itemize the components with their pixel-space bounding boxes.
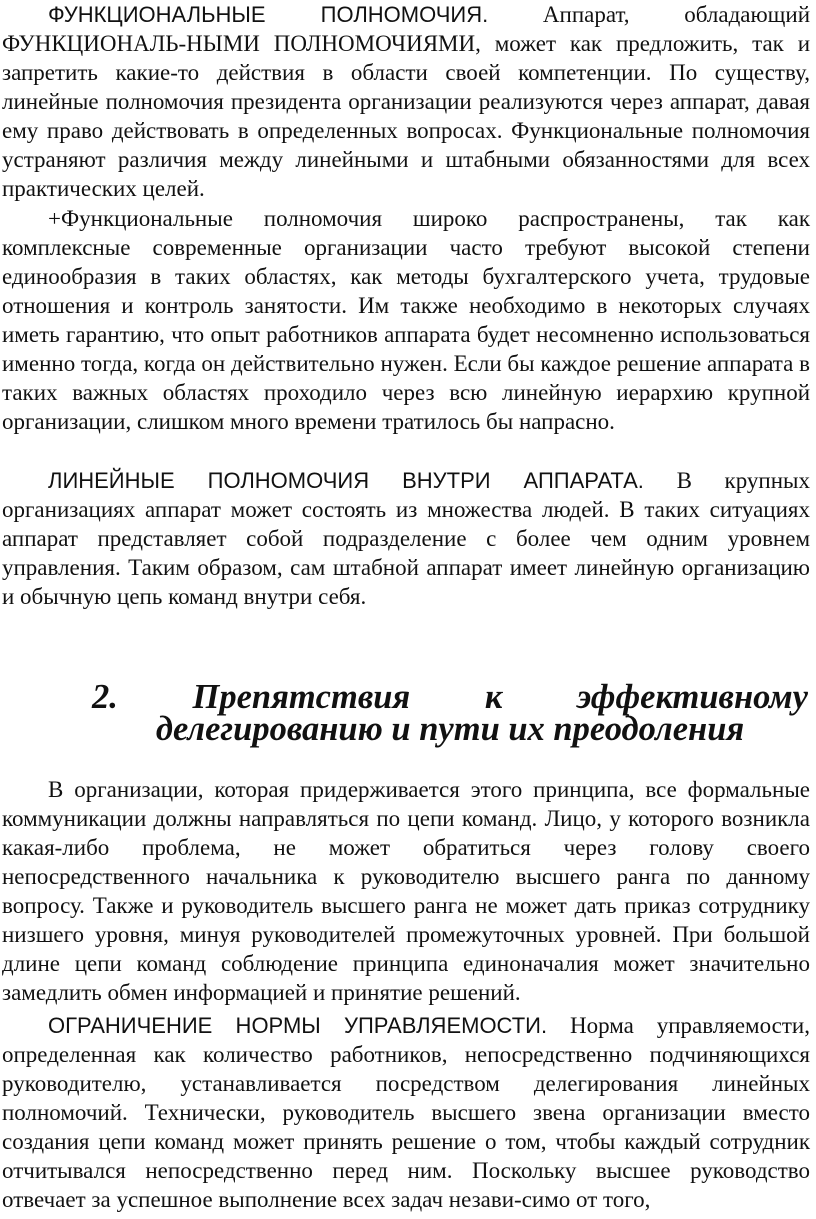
paragraph-lead: ФУНКЦИОНАЛЬНЫЕ ПОЛНОМОЧИЯ.: [48, 2, 489, 27]
paragraph-lead: ЛИНЕЙНЫЕ ПОЛНОМОЧИЯ ВНУТРИ АППАРАТА.: [48, 468, 644, 493]
paragraph-functional-authority: [0, 0, 816, 203]
paragraph-line-authority-in-staff: [0, 466, 816, 611]
section-heading: 2. Препятствия к эффективному делегированию и пути их преодоления: [92, 678, 808, 748]
paragraph-text: Норма управляемости, определенная как количество работников, непосредственно подчиняющихся руководителю, устанавливается посредством делегирования линейных полномочий. Технически, руководитель высшего звена организации вместо создания цепи команд может принять решение о том, чтобы каждый сотрудник отчитывался непосредственно перед ним. Поскольку высшее руководство отвечает за успешное выполнение всех задач незави-симо от того,: [2, 1013, 810, 1212]
paragraph-functional-authority-spread: [0, 204, 816, 436]
paragraph-text: В крупных организациях аппарат может состоять из множества людей. В таких ситуациях аппарат представляет собой подразделение с более чем одним уровнем управления. Таким образом, сам штабной аппарат имеет линейную организацию и обычную цепь команд внутри себя.: [2, 468, 810, 609]
paragraph-chain-of-command: [0, 775, 816, 1007]
paragraph-text: Аппарат, обладающий ФУНКЦИОНАЛЬ-НЫМИ ПОЛНОМОЧИЯМИ, может как предложить, так и запретить какие-то действия в области своей компетенции. По существу, линейные полномочия президента организации реализуются через аппарат, давая ему право действовать в определенных вопросах. Функциональные полномочия устраняют различия между линейными и штабными обязанностями для всех практических целей.: [2, 2, 810, 201]
paragraph-lead: ОГРАНИЧЕНИЕ НОРМЫ УПРАВЛЯЕМОСТИ.: [48, 1013, 548, 1038]
paragraph-text: В организации, которая придерживается этого принципа, все формальные коммуникации должны направляться по цепи команд. Лицо, у которого возникла какая-либо проблема, не может обратиться через голову своего непосредственного начальника к руководителю высшего ранга по данному вопросу. Также и руководитель высшего ранга не может дать приказ сотруднику низшего уровня, минуя руководителей промежуточных уровней. При большой длине цепи команд соблюдение принципа единоначалия может значительно замедлить обмен информацией и принятие решений.: [2, 777, 810, 1005]
paragraph-text: +Функциональные полномочия широко распространены, так как комплексные современные организации часто требуют высокой степени единообразия в таких областях, как методы бухгалтерского учета, трудовые отношения и контроль занятости. Им также необходимо в некоторых случаях иметь гарантию, что опыт работников аппарата будет несомненно использоваться именно тогда, когда он действительно нужен. Если бы каждое решение аппарата в таких важных областях проходило через всю линейную иерархию крупной организации, слишком много времени тратилось бы напрасно.: [2, 206, 810, 434]
paragraph-span-of-control: [0, 1011, 816, 1214]
